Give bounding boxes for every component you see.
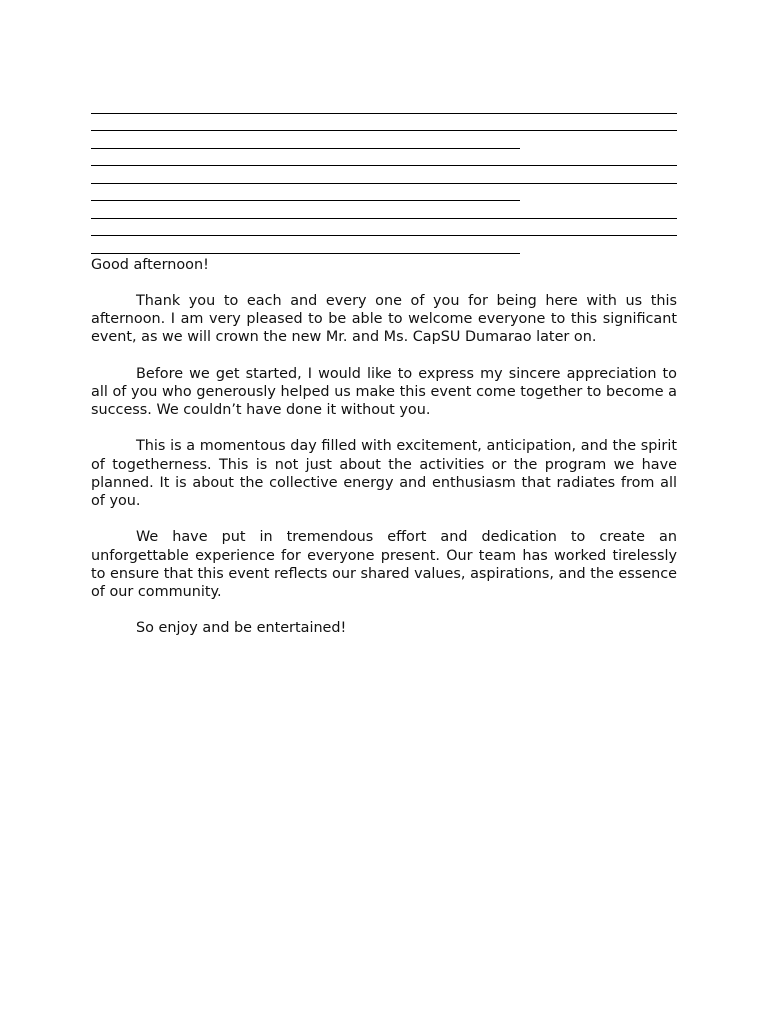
paragraph-momentous-day: This is a momentous day filled with excitement, anticipation, and the spirit of togetherness. This is not just about the activities or the program we have planned. It is about the collective energy and enthusiasm that radiates from all of you.: [91, 438, 677, 510]
paragraph-appreciation: Before we get started, I would like to express my sincere appreciation to all of you who generously helped us make this event come together to become a success. We couldn’t have done it without you.: [91, 365, 677, 419]
paragraph-welcome: Thank you to each and every one of you for being here with us this afternoon. I am very pleased to be able to welcome everyone to this significant event, as we will crown the new Mr. and Ms. CapSU Dumarao later on.: [91, 292, 677, 346]
blank-line: [91, 201, 677, 219]
blank-line: [91, 96, 677, 114]
paragraph-effort: We have put in tremendous effort and dedication to create an unforgettable experience for everyone present. Our team has worked tirelessly to ensure that this event reflects our shared values, aspirations, and the essence of our community.: [91, 529, 677, 601]
blank-line: [91, 166, 677, 184]
blank-line: [91, 114, 677, 132]
blank-line: [91, 131, 520, 149]
blank-line: [91, 149, 677, 167]
paragraph-closing: So enjoy and be entertained!: [136, 620, 347, 637]
blank-lines-block: [91, 96, 677, 254]
greeting: Good afternoon!: [91, 256, 209, 273]
blank-line: [91, 184, 520, 202]
blank-line: [91, 236, 520, 254]
document-page: [91, 96, 677, 638]
blank-line: [91, 219, 677, 237]
